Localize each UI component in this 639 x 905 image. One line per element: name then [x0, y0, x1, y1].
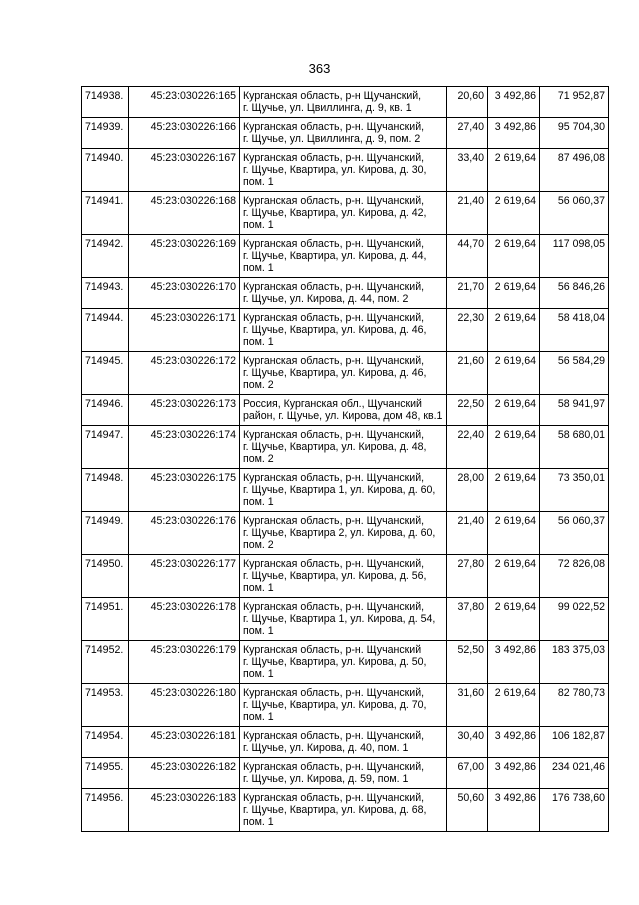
cadastral-number-cell: 45:23:030226:167	[129, 149, 240, 192]
unit-value-cell: 2 619,64	[488, 278, 540, 309]
unit-value-cell: 2 619,64	[488, 395, 540, 426]
address-cell: Курганская область, р-н. Щучанский, г. Щучье, Квартира, ул. Кирова, д. 68, пом. 1	[240, 789, 447, 832]
table-row	[82, 641, 609, 684]
area-cell: 27,80	[447, 555, 488, 598]
row-number-cell: 714954.	[82, 727, 129, 758]
address-cell: Курганская область, р-н. Щучанский, г. Щучье, ул. Кирова, д. 44, пом. 2	[240, 278, 447, 309]
row-number-cell: 714949.	[82, 512, 129, 555]
unit-value-cell: 2 619,64	[488, 469, 540, 512]
unit-value-cell: 3 492,86	[488, 87, 540, 118]
address-cell: Курганская область, р-н. Щучанский, г. Щучье, Квартира, ул. Кирова, д. 46, пом. 2	[240, 352, 447, 395]
cadastral-number-cell: 45:23:030226:165	[129, 87, 240, 118]
area-cell: 50,60	[447, 789, 488, 832]
area-cell: 22,40	[447, 426, 488, 469]
table-row	[82, 87, 609, 118]
area-cell: 28,00	[447, 469, 488, 512]
address-cell: Курганская область, р-н. Щучанский, г. Щучье, Квартира 1, ул. Кирова, д. 60, пом. 1	[240, 469, 447, 512]
address-cell: Курганская область, р-н. Щучанский, г. Щучье, Квартира, ул. Кирова, д. 46, пом. 1	[240, 309, 447, 352]
cadastral-number-cell: 45:23:030226:179	[129, 641, 240, 684]
area-cell: 21,60	[447, 352, 488, 395]
area-cell: 21,70	[447, 278, 488, 309]
address-cell: Курганская область, р-н. Щучанский, г. Щучье, Квартира, ул. Кирова, д. 48, пом. 2	[240, 426, 447, 469]
row-number-cell: 714940.	[82, 149, 129, 192]
unit-value-cell: 3 492,86	[488, 118, 540, 149]
cadastral-value-cell: 72 826,08	[540, 555, 609, 598]
table-row	[82, 395, 609, 426]
address-cell: Курганская область, р-н. Щучанский, г. Щучье, ул. Кирова, д. 40, пом. 1	[240, 727, 447, 758]
area-cell: 67,00	[447, 758, 488, 789]
address-cell: Курганская область, р-н. Щучанский, г. Щучье, Квартира 2, ул. Кирова, д. 60, пом. 2	[240, 512, 447, 555]
unit-value-cell: 2 619,64	[488, 192, 540, 235]
row-number-cell: 714947.	[82, 426, 129, 469]
cadastral-value-cell: 56 060,37	[540, 512, 609, 555]
cadastral-value-cell: 99 022,52	[540, 598, 609, 641]
cadastral-number-cell: 45:23:030226:168	[129, 192, 240, 235]
area-cell: 21,40	[447, 512, 488, 555]
area-cell: 37,80	[447, 598, 488, 641]
address-cell: Курганская область, р-н. Щучанский, г. Щучье, Квартира, ул. Кирова, д. 30, пом. 1	[240, 149, 447, 192]
unit-value-cell: 2 619,64	[488, 555, 540, 598]
row-number-cell: 714948.	[82, 469, 129, 512]
table-row	[82, 684, 609, 727]
unit-value-cell: 2 619,64	[488, 352, 540, 395]
cadastral-number-cell: 45:23:030226:181	[129, 727, 240, 758]
unit-value-cell: 2 619,64	[488, 426, 540, 469]
cadastral-value-cell: 56 584,29	[540, 352, 609, 395]
unit-value-cell: 2 619,64	[488, 149, 540, 192]
cadastral-value-cell: 58 680,01	[540, 426, 609, 469]
row-number-cell: 714951.	[82, 598, 129, 641]
address-cell: Курганская область, р-н. Щучанский, г. Щучье, Квартира 1, ул. Кирова, д. 54, пом. 1	[240, 598, 447, 641]
cadastral-value-cell: 183 375,03	[540, 641, 609, 684]
cadastral-value-cell: 87 496,08	[540, 149, 609, 192]
table-row	[82, 235, 609, 278]
row-number-cell: 714939.	[82, 118, 129, 149]
cadastral-value-cell: 106 182,87	[540, 727, 609, 758]
cadastral-value-cell: 58 418,04	[540, 309, 609, 352]
cadastral-value-cell: 234 021,46	[540, 758, 609, 789]
area-cell: 44,70	[447, 235, 488, 278]
row-number-cell: 714953.	[82, 684, 129, 727]
cadastral-number-cell: 45:23:030226:170	[129, 278, 240, 309]
cadastral-value-cell: 56 846,26	[540, 278, 609, 309]
row-number-cell: 714942.	[82, 235, 129, 278]
cadastral-number-cell: 45:23:030226:173	[129, 395, 240, 426]
table-row	[82, 758, 609, 789]
area-cell: 52,50	[447, 641, 488, 684]
cadastral-number-cell: 45:23:030226:172	[129, 352, 240, 395]
area-cell: 30,40	[447, 727, 488, 758]
table-row	[82, 512, 609, 555]
unit-value-cell: 2 619,64	[488, 309, 540, 352]
cadastral-number-cell: 45:23:030226:183	[129, 789, 240, 832]
cadastral-number-cell: 45:23:030226:175	[129, 469, 240, 512]
row-number-cell: 714938.	[82, 87, 129, 118]
row-number-cell: 714946.	[82, 395, 129, 426]
row-number-cell: 714955.	[82, 758, 129, 789]
table-row	[82, 789, 609, 832]
row-number-cell: 714943.	[82, 278, 129, 309]
cadastral-number-cell: 45:23:030226:174	[129, 426, 240, 469]
cadastral-value-cell: 176 738,60	[540, 789, 609, 832]
unit-value-cell: 3 492,86	[488, 641, 540, 684]
unit-value-cell: 3 492,86	[488, 758, 540, 789]
cadastral-value-cell: 71 952,87	[540, 87, 609, 118]
cadastral-value-cell: 82 780,73	[540, 684, 609, 727]
table-row	[82, 278, 609, 309]
registry-body	[82, 87, 609, 832]
area-cell: 21,40	[447, 192, 488, 235]
cadastral-number-cell: 45:23:030226:169	[129, 235, 240, 278]
unit-value-cell: 2 619,64	[488, 684, 540, 727]
cadastral-number-cell: 45:23:030226:182	[129, 758, 240, 789]
row-number-cell: 714952.	[82, 641, 129, 684]
cadastral-number-cell: 45:23:030226:166	[129, 118, 240, 149]
table-row	[82, 727, 609, 758]
area-cell: 22,30	[447, 309, 488, 352]
unit-value-cell: 2 619,64	[488, 598, 540, 641]
table-row	[82, 309, 609, 352]
unit-value-cell: 3 492,86	[488, 727, 540, 758]
area-cell: 20,60	[447, 87, 488, 118]
cadastral-value-cell: 73 350,01	[540, 469, 609, 512]
address-cell: Курганская область, р-н. Щучанский, г. Щучье, Квартира, ул. Кирова, д. 42, пом. 1	[240, 192, 447, 235]
address-cell: Курганская область, р-н. Щучанский, г. Щучье, Квартира, ул. Кирова, д. 70, пом. 1	[240, 684, 447, 727]
address-cell: Курганская область, р-н. Щучанский г. Щучье, Квартира, ул. Кирова, д. 50, пом. 1	[240, 641, 447, 684]
page-number: 363	[308, 61, 331, 76]
row-number-cell: 714941.	[82, 192, 129, 235]
table-row	[82, 118, 609, 149]
cadastral-value-cell: 58 941,97	[540, 395, 609, 426]
table-row	[82, 469, 609, 512]
cadastral-value-cell: 56 060,37	[540, 192, 609, 235]
cadastral-number-cell: 45:23:030226:180	[129, 684, 240, 727]
address-cell: Курганская область, р-н. Щучанский, г. Щучье, Квартира, ул. Кирова, д. 56, пом. 1	[240, 555, 447, 598]
table-row	[82, 598, 609, 641]
cadastral-value-cell: 117 098,05	[540, 235, 609, 278]
cadastral-value-cell: 95 704,30	[540, 118, 609, 149]
address-cell: Курганская область, р-н. Щучанский, г. Щучье, ул. Кирова, д. 59, пом. 1	[240, 758, 447, 789]
area-cell: 31,60	[447, 684, 488, 727]
cadastral-number-cell: 45:23:030226:171	[129, 309, 240, 352]
area-cell: 22,50	[447, 395, 488, 426]
property-registry-table	[81, 86, 609, 832]
table-row	[82, 352, 609, 395]
area-cell: 27,40	[447, 118, 488, 149]
row-number-cell: 714944.	[82, 309, 129, 352]
table-row	[82, 426, 609, 469]
table-row	[82, 555, 609, 598]
row-number-cell: 714945.	[82, 352, 129, 395]
row-number-cell: 714956.	[82, 789, 129, 832]
unit-value-cell: 2 619,64	[488, 512, 540, 555]
address-cell: Россия, Курганская обл., Щучанский район, г. Щучье, ул. Кирова, дом 48, кв.1	[240, 395, 447, 426]
area-cell: 33,40	[447, 149, 488, 192]
table-row	[82, 192, 609, 235]
table-row	[82, 149, 609, 192]
address-cell: Курганская область, р-н Щучанский, г. Щучье, ул. Цвиллинга, д. 9, кв. 1	[240, 87, 447, 118]
address-cell: Курганская область, р-н. Щучанский, г. Щучье, Квартира, ул. Кирова, д. 44, пом. 1	[240, 235, 447, 278]
unit-value-cell: 3 492,86	[488, 789, 540, 832]
address-cell: Курганская область, р-н. Щучанский, г. Щучье, ул. Цвиллинга, д. 9, пом. 2	[240, 118, 447, 149]
unit-value-cell: 2 619,64	[488, 235, 540, 278]
cadastral-number-cell: 45:23:030226:176	[129, 512, 240, 555]
cadastral-number-cell: 45:23:030226:177	[129, 555, 240, 598]
cadastral-number-cell: 45:23:030226:178	[129, 598, 240, 641]
row-number-cell: 714950.	[82, 555, 129, 598]
